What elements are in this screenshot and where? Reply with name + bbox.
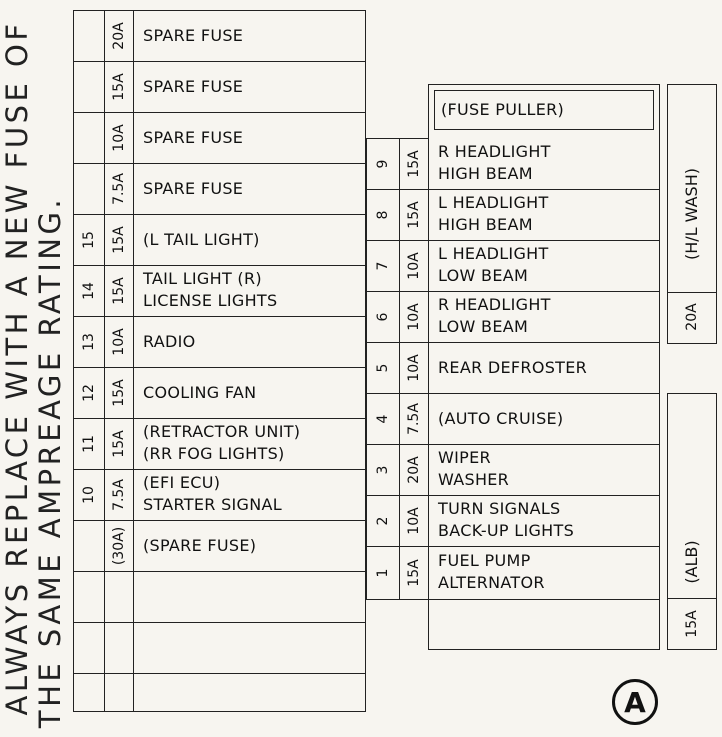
left-fuse-panel: [73, 10, 366, 712]
right-fuse-number: 3: [375, 465, 391, 474]
left-fuse-description: SPARE FUSE: [143, 178, 244, 198]
left-fuse-description-line2: STARTER SIGNAL: [143, 494, 282, 514]
left-row-divider: [73, 112, 366, 113]
left-row-divider: [73, 418, 366, 419]
fuse-puller-label: (FUSE PULLER): [441, 100, 565, 119]
right-row-divider: [366, 393, 660, 394]
alb-amp: 15A: [684, 610, 700, 638]
left-row-divider: [73, 214, 366, 215]
right-fuse-description-line2: HIGH BEAM: [438, 214, 533, 234]
left-fuse-amperage: 15A: [111, 72, 127, 101]
left-fuse-amperage: 10A: [111, 123, 127, 152]
left-row-divider: [73, 469, 366, 470]
right-fuse-description: FUEL PUMP: [438, 551, 531, 570]
right-row-divider: [366, 546, 660, 547]
left-row-divider: [73, 265, 366, 266]
right-fuse-number: 9: [375, 159, 391, 168]
left-fuse-description: SPARE FUSE: [143, 127, 244, 147]
left-fuse-amperage: 15A: [111, 276, 127, 305]
right-row-divider: [366, 495, 660, 496]
right-fuse-description-line2: WASHER: [438, 469, 510, 489]
left-row-divider: [73, 367, 366, 368]
left-panel-num-divider: [104, 10, 105, 712]
left-row-divider: [73, 571, 366, 572]
left-fuse-number: 12: [81, 383, 97, 402]
left-fuse-description: (EFI ECU): [143, 472, 221, 492]
right-fuse-amperage: 10A: [406, 302, 422, 331]
right-fuse-description: WIPER: [438, 447, 491, 467]
right-fuse-number: 2: [375, 516, 391, 525]
right-fuse-description: R HEADLIGHT: [438, 141, 551, 161]
left-fuse-number: 14: [81, 281, 97, 300]
left-row-divider: [73, 61, 366, 62]
right-fuse-description: (AUTO CRUISE): [438, 408, 564, 428]
right-fuse-number: 4: [375, 414, 391, 423]
right-fuse-amperage: 20A: [406, 455, 422, 484]
left-row-divider: [73, 520, 366, 521]
left-fuse-number: 15: [81, 230, 97, 249]
right-fuse-amperage: 10A: [406, 353, 422, 382]
left-fuse-amperage: 10A: [111, 327, 127, 356]
right-fuse-description-line2: LOW BEAM: [438, 316, 529, 336]
left-panel-amp-divider: [133, 10, 134, 712]
right-fuse-amperage: 15A: [406, 200, 422, 229]
hl-wash-divider: [667, 292, 717, 293]
right-fuse-description-line2: HIGH BEAM: [438, 163, 533, 183]
left-fuse-number: 10: [81, 485, 97, 504]
left-fuse-description: TAIL LIGHT (R): [143, 268, 262, 288]
left-fuse-amperage: 15A: [111, 378, 127, 407]
left-fuse-amperage: 15A: [111, 429, 127, 458]
left-fuse-amperage: 20A: [111, 21, 127, 50]
right-row-divider: [366, 342, 660, 343]
left-fuse-description: COOLING FAN: [143, 382, 257, 402]
right-fuse-amperage: 10A: [406, 251, 422, 280]
right-fuse-number: 6: [375, 312, 391, 321]
left-fuse-amperage: 15A: [111, 225, 127, 254]
right-fuse-description: L HEADLIGHT: [438, 243, 549, 263]
right-fuse-description: REAR DEFROSTER: [438, 357, 588, 377]
right-fuse-number: 8: [375, 210, 391, 219]
left-fuse-description: SPARE FUSE: [143, 25, 244, 45]
right-row-divider: [366, 444, 660, 445]
right-num-divider: [399, 138, 400, 600]
left-fuse-number: 13: [81, 332, 97, 351]
panel-marker-circle: [612, 679, 658, 725]
left-fuse-description: (L TAIL LIGHT): [143, 229, 260, 249]
left-fuse-description: (RETRACTOR UNIT): [143, 421, 301, 441]
left-row-divider: [73, 622, 366, 623]
right-fuse-amperage: 10A: [406, 506, 422, 535]
left-row-divider: [73, 673, 366, 674]
hl-wash-amp: 20A: [684, 303, 700, 331]
hl-wash-label: (H/L WASH): [682, 168, 701, 260]
right-fuse-number: 5: [375, 363, 391, 372]
left-fuse-description-line2: LICENSE LIGHTS: [143, 290, 278, 310]
left-row-divider: [73, 163, 366, 164]
instruction-line-2: THE SAME AMPREAGE RATING.: [33, 195, 67, 729]
left-fuse-amperage: 7.5A: [111, 478, 127, 511]
right-panel-bottom-divider: [428, 599, 660, 600]
right-row-divider: [366, 189, 660, 190]
right-row-divider: [366, 291, 660, 292]
right-fuse-amperage: 15A: [406, 149, 422, 178]
left-fuse-description: SPARE FUSE: [143, 76, 244, 96]
right-fuse-description: L HEADLIGHT: [438, 192, 549, 212]
left-fuse-amperage: 7.5A: [111, 172, 127, 205]
left-fuse-description: (SPARE FUSE): [143, 535, 257, 555]
right-fuse-description: R HEADLIGHT: [438, 294, 551, 314]
right-fuse-amperage: 15A: [406, 559, 422, 587]
right-fuse-number: 7: [375, 261, 391, 270]
alb-divider: [667, 598, 717, 599]
panel-marker-letter: A: [624, 685, 646, 719]
left-fuse-description: RADIO: [143, 331, 196, 351]
right-fuse-number: 1: [375, 568, 391, 578]
right-row-divider: [366, 240, 660, 241]
right-fuse-description-line2: ALTERNATOR: [438, 573, 545, 592]
left-fuse-amperage: (30A): [111, 526, 127, 565]
right-fuse-amperage: 7.5A: [406, 402, 422, 435]
right-fuse-description: TURN SIGNALS: [438, 498, 561, 518]
right-fuse-description-line2: LOW BEAM: [438, 265, 529, 285]
right-fuse-description-line2: BACK-UP LIGHTS: [438, 520, 575, 540]
instruction-line-1: ALWAYS REPLACE WITH A NEW FUSE OF: [0, 20, 34, 716]
alb-label: (ALB): [682, 540, 701, 584]
left-fuse-description-line2: (RR FOG LIGHTS): [143, 443, 285, 463]
left-fuse-number: 11: [81, 434, 97, 453]
left-row-divider: [73, 316, 366, 317]
